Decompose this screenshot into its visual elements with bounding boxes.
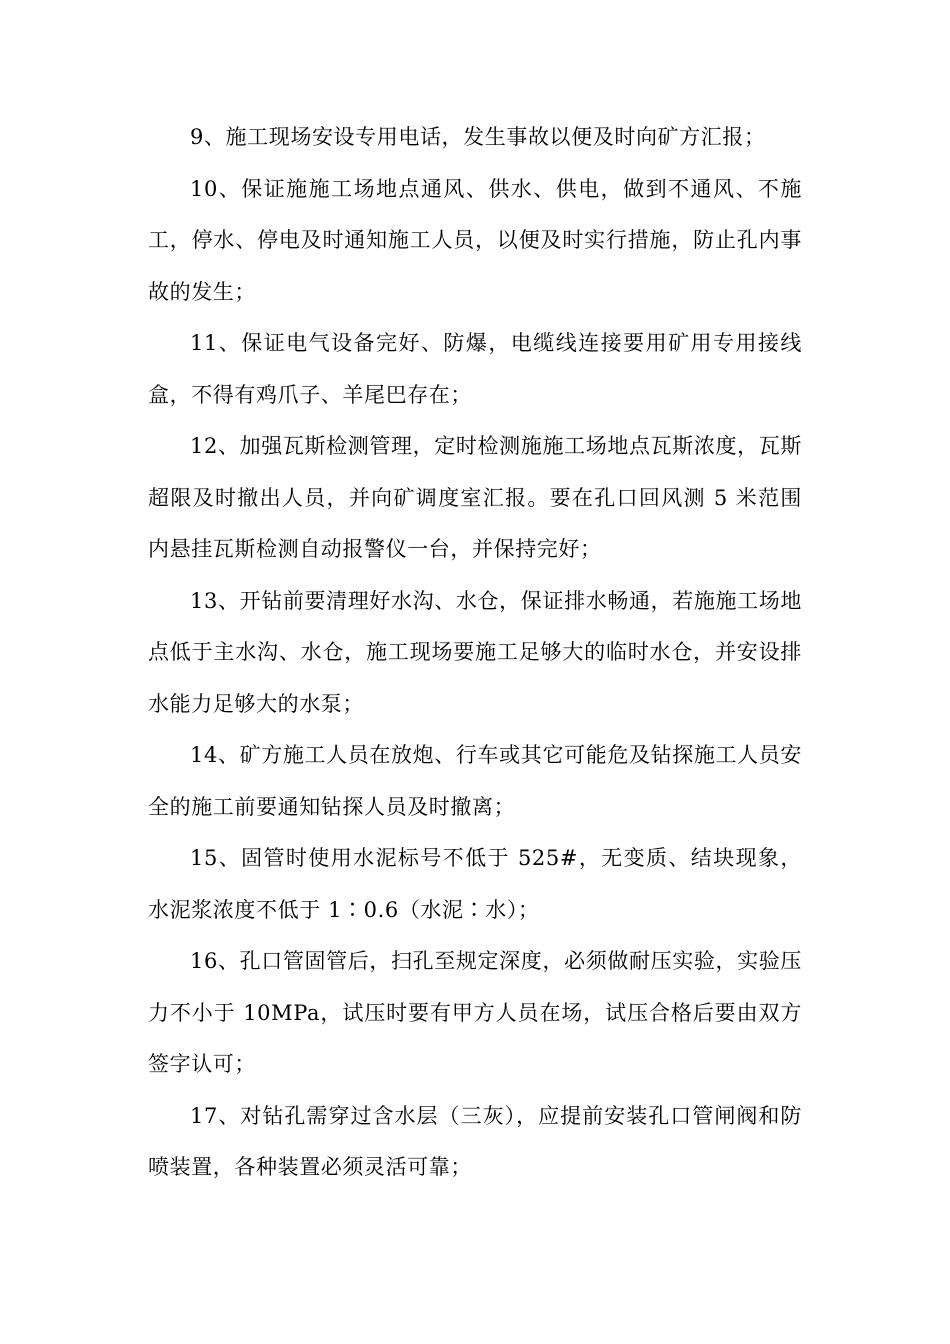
paragraph-item-13: 13、开钻前要清理好水沟、水仓，保证排水畅通，若施施工场地点低于主水沟、水仓，施工现场要施工足够大的临时水仓，并安设排水能力足够大的水泵； [148, 588, 802, 716]
paragraph-item-11: 11、保证电气设备完好、防爆，电缆线连接要用矿用专用接线盒，不得有鸡爪子、羊尾巴存在； [148, 331, 802, 407]
paragraph-item-10: 10、保证施施工场地点通风、供水、供电，做到不通风、不施工，停水、停电及时通知施工人员，以便及时实行措施，防止孔内事故的发生； [148, 176, 802, 304]
paragraph-item-17: 17、对钻孔需穿过含水层（三灰），应提前安装孔口管闸阀和防喷装置，各种装置必须灵活可靠； [148, 1103, 802, 1179]
paragraph-item-14: 14、矿方施工人员在放炮、行车或其它可能危及钻探施工人员安全的施工前要通知钻探人员及时撤离； [148, 743, 802, 819]
paragraph-item-12: 12、加强瓦斯检测管理，定时检测施施工场地点瓦斯浓度，瓦斯超限及时撤出人员，并向矿调度室汇报。要在孔口回风测 5 米范围内悬挂瓦斯检测自动报警仪一台，并保持完好； [148, 434, 802, 561]
paragraph-item-15: 15、固管时使用水泥标号不低于 525#，无变质、结块现象，水泥浆浓度不低于 1∶0.6（水泥∶水）； [148, 846, 802, 922]
paragraph-item-9: 9、施工现场安设专用电话，发生事故以便及时向矿方汇报； [190, 125, 766, 149]
paragraph-item-16: 16、孔口管固管后，扫孔至规定深度，必须做耐压实验，实验压力不小于 10MPa，试压时要有甲方人员在场，试压合格后要由双方签字认可； [148, 949, 802, 1076]
document-body [148, 112, 802, 1194]
